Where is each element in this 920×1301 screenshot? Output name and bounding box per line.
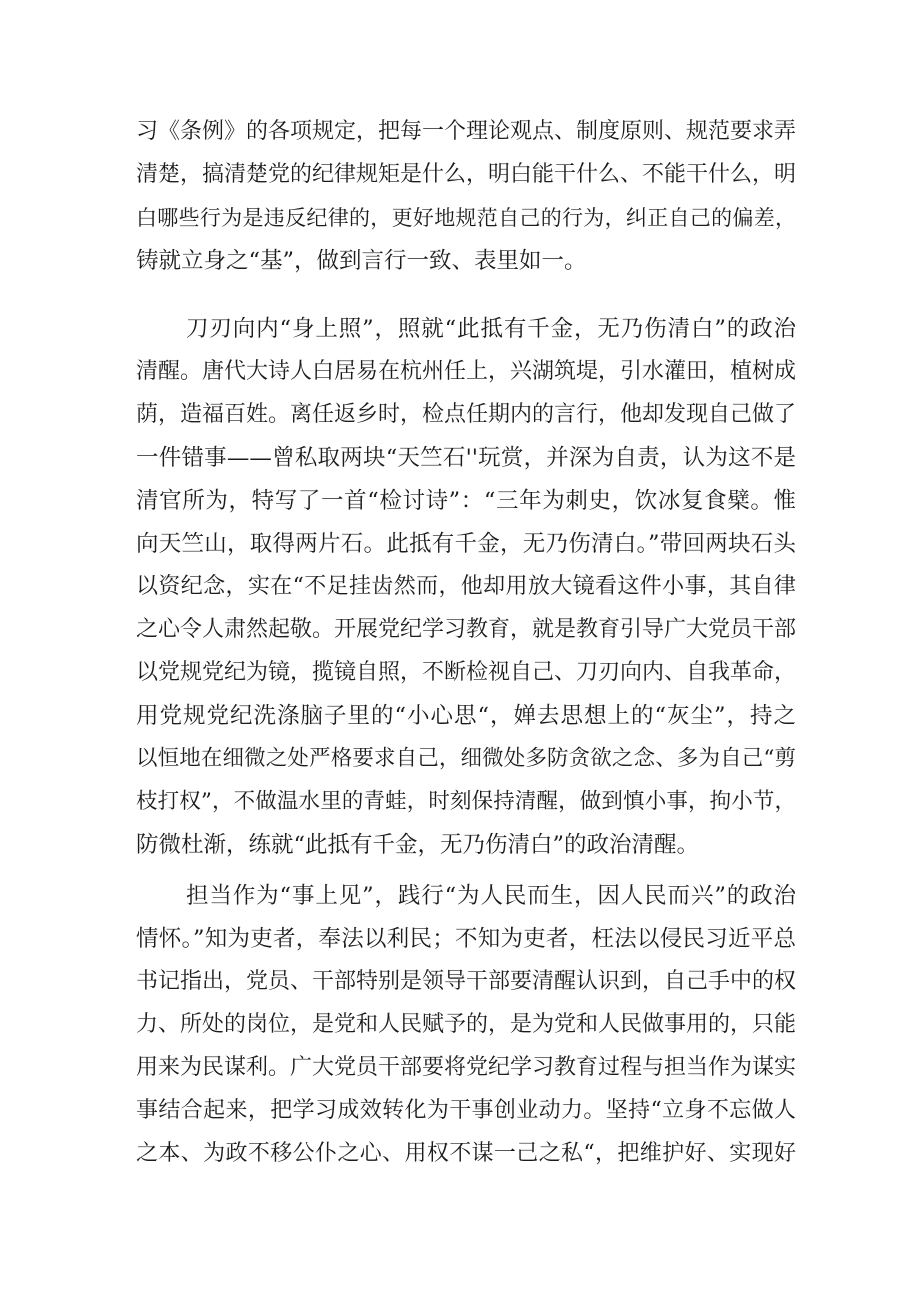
text-line: 以党规党纪为镜，揽镜自照，不断检视自己、刀刃向内、自我革命， [136, 660, 797, 685]
text-line: 力、所处的岗位，是党和人民赋予的，是为党和人民做事用的，只能 [136, 1012, 797, 1037]
text-line: 铸就立身之“基”，做到言行一致、表里如一。 [136, 248, 587, 274]
text-line: 白哪些行为是违反纪律的，更好地规范自己的行为，纠正自己的偏差， [136, 206, 796, 230]
text-line: 清官所为，特写了一首“检讨诗”：“三年为刺史，饮冰复食檗。惟 [136, 488, 796, 514]
text-line: 情怀。”知为吏者，奉法以利民；不知为吏者，枉法以侵民习近平总 [136, 926, 796, 952]
text-line: 防微杜渐，练就“此抵有千金，无乃伤清白”的政治清醒。 [136, 832, 700, 858]
text-line: 荫，造福百姓。离任返乡时，检点任期内的言行，他却发现自己做了 [136, 402, 797, 427]
text-line: 向天竺山，取得两片石。此抵有千金，无乃伤清白。”带回两块石头 [136, 531, 796, 557]
text-line: 以资纪念，实在“不足挂齿然而，他却用放大镜看这件小事，其自律 [136, 574, 796, 599]
text-line: 以恒地在细微之处严格要求自己，细微处多防贪欲之念、多为自己“剪 [136, 746, 796, 771]
text-line: 之本、为政不移公仆之心、用权不谋一己之私“，把维护好、实现好 [136, 1141, 796, 1166]
text-line: 枝打权”，不做温水里的青蛙，时刻保持清醒，做到慎小事，拘小节， [136, 789, 796, 814]
text-line: 用来为民谋利。广大党员干部要将党纪学习教育过程与担当作为谋实 [136, 1055, 797, 1080]
text-line: 清醒。唐代大诗人白居易在杭州任上，兴湖筑堤，引水灌田，植树成 [136, 359, 797, 384]
paragraph-first-line: 担当作为“事上见”，践行“为人民而生，因人民而兴”的政治 [186, 883, 796, 909]
text-line: 习《条例》的各项规定，把每一个理论观点、制度原则、规范要求弄 [136, 119, 797, 144]
text-line: 清楚，搞清楚党的纪律规矩是什么，明白能干什么、不能干什么，明 [136, 162, 797, 187]
paragraph-first-line: 刀刃向内“身上照”，照就“此抵有千金，无乃伤清白”的政治 [186, 316, 796, 342]
text-line: 一件错事——曾私取两块“天竺石''玩赏，并深为自责，认为这不是 [136, 445, 796, 471]
text-line: 用党规党纪洗涤脑子里的“小心思“，婵去思想上的“灰尘”，持之 [136, 703, 796, 729]
text-line: 书记指出，党员、干部特别是领导干部要清醒认识到，自己手中的权 [136, 969, 797, 994]
text-line: 之心令人肃然起敬。开展党纪学习教育，就是教育引导广大党员干部 [136, 617, 797, 642]
text-line: 事结合起来，把学习成效转化为干事创业动力。坚持“立身不忘做人 [136, 1098, 796, 1123]
